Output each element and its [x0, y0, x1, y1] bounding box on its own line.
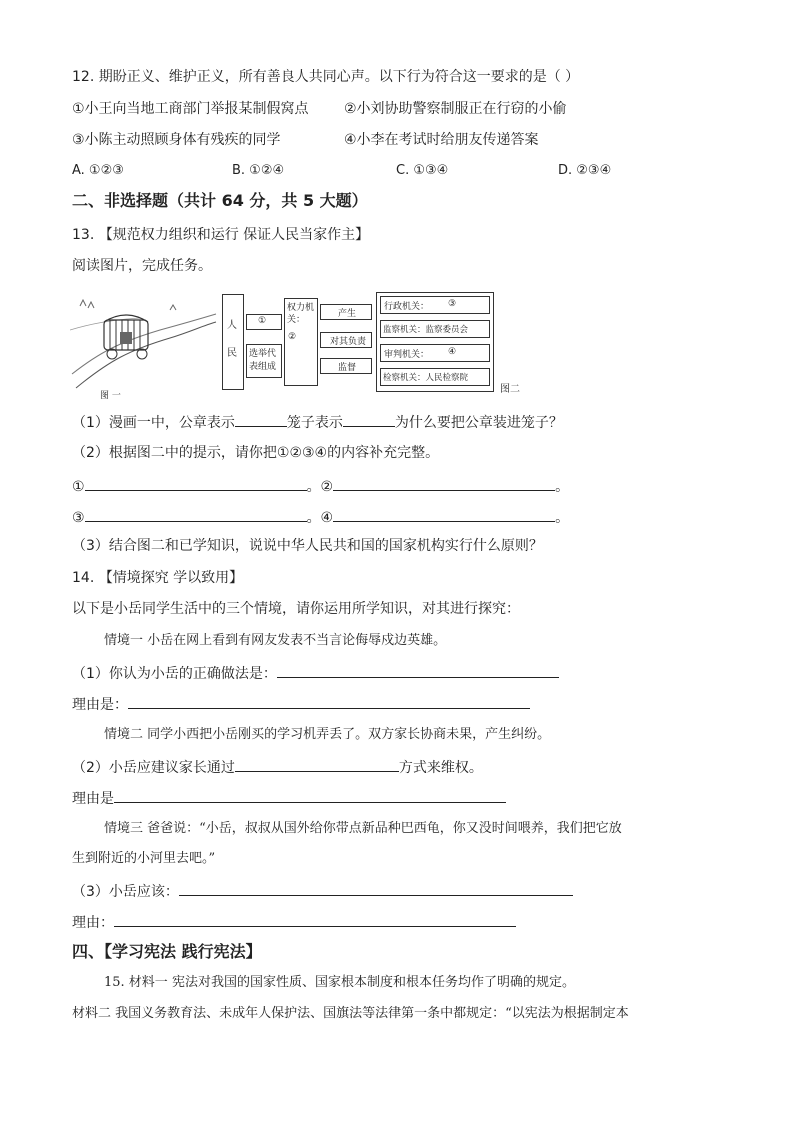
diagram-power-organ-label: 权力机关： [287, 303, 315, 325]
q14-part-1-label: （1）你认为小岳的正确做法是： [72, 666, 277, 682]
q14-scenario-2: 情境二 同学小西把小岳刚买的学习机弄丢了。双方家长协商未果，产生纠纷。 [104, 727, 551, 742]
q13-part-1-b: 笼子表示 [286, 415, 343, 431]
q12-option-4: ④小李在考试时给朋友传递答案 [344, 132, 539, 148]
q12-choice-d: D. ②③④ [558, 163, 612, 178]
q13-mark-2: 。② [306, 479, 334, 495]
q13-answer-2[interactable] [333, 476, 555, 491]
q14-reason-1-label: 理由是： [72, 697, 128, 713]
section-2-title: 二、非选择题（共计 64 分，共 5 大题） [72, 191, 368, 210]
q13-mark-3: ③ [72, 510, 85, 526]
q13-answer-row-2 [72, 507, 569, 527]
diagram-blank3: ③ [448, 299, 457, 309]
q14-part-1 [72, 663, 559, 683]
q13-period-1: 。 [555, 479, 570, 495]
q14-scenario-1: 情境一 小岳在网上看到有网友发表不当言论侮辱戍边英雄。 [104, 633, 447, 648]
q14-answer-2[interactable] [235, 757, 399, 772]
q14-part-2-b: 方式来维权。 [398, 760, 483, 776]
q13-mark-4: 。④ [306, 510, 334, 526]
q14-scenario-3-line-1: 情境三 爸爸说：“小岳，叔叔从国外给你带点新品种巴西龟，你又没时间喂养，我们把它放 [104, 821, 622, 836]
q12-choice-c: C. ①③④ [396, 163, 449, 178]
q14-part-2 [72, 757, 483, 777]
q14-answer-1[interactable] [277, 663, 559, 678]
q13-answer-1[interactable] [85, 476, 307, 491]
diagram-responsible-label: 对其负责 [330, 337, 367, 347]
q14-reason-1-answer[interactable] [128, 694, 530, 709]
q12-choice-a: A. ①②③ [72, 163, 124, 178]
q13-intro: 阅读图片，完成任务。 [72, 258, 212, 274]
section-4-title: 四、【学习宪法 践行宪法】 [72, 942, 262, 961]
q14-reason-3 [72, 912, 516, 932]
q13-part-1-a: （1）漫画一中，公章表示 [72, 415, 235, 431]
q13-answer-cage[interactable] [343, 412, 395, 427]
q14-reason-3-label: 理由： [72, 915, 114, 931]
q14-reason-2-label: 理由是 [72, 791, 114, 807]
q12-option-3: ③小陈主动照顾身体有残疾的同学 [72, 132, 281, 148]
q13-heading: 13. 【规范权力组织和运行 保证人民当家作主】 [72, 227, 370, 243]
figure-1-cartoon [70, 290, 220, 390]
q13-mark-1: ① [72, 479, 85, 495]
q13-answer-seal[interactable] [235, 412, 287, 427]
q13-part-1 [72, 412, 563, 432]
q12-option-1: ①小王向当地工商部门举报某制假窝点 [72, 101, 309, 117]
q14-part-2-a: （2）小岳应建议家长通过 [72, 760, 235, 776]
q14-intro: 以下是小岳同学生活中的三个情境，请你运用所学知识，对其进行探究： [72, 601, 520, 617]
diagram-judicial-label: 审判机关： [384, 350, 430, 360]
figure-2-diagram [222, 292, 497, 394]
q14-answer-3[interactable] [179, 881, 573, 896]
diagram-people-label: 人民 [227, 320, 237, 359]
q13-part-2: （2）根据图二中的提示，请你把①②③④的内容补充完整。 [72, 445, 440, 461]
diagram-procuratorate-label: 检察机关：人民检察院 [383, 373, 469, 383]
figure-1-caption: 图 一 [100, 391, 121, 401]
q13-answer-row-1 [72, 476, 569, 496]
q13-answer-4[interactable] [333, 507, 555, 522]
q14-reason-2 [72, 788, 506, 808]
q14-part-3 [72, 881, 573, 901]
q14-heading: 14. 【情境探究 学以致用】 [72, 570, 244, 586]
q14-reason-1 [72, 694, 530, 714]
diagram-elect-label: 选举代表组成 [249, 349, 277, 372]
diagram-blank4: ④ [448, 347, 457, 357]
diagram-blank2: ② [288, 332, 297, 342]
q13-period-2: 。 [555, 510, 570, 526]
figure-2-caption: 图二 [500, 384, 520, 395]
q13-part-1-c: 为什么要把公章装进笼子？ [394, 415, 563, 431]
q15-material-2: 材料二 我国义务教育法、未成年人保护法、国旗法等法律第一条中都规定：“以宪法为根据制定本 [72, 1006, 629, 1021]
q15-material-1: 15. 材料一 宪法对我国的国家性质、国家根本制度和根本任务均作了明确的规定。 [104, 975, 575, 990]
diagram-admin-label: 行政机关： [384, 302, 430, 312]
q14-reason-3-answer[interactable] [114, 912, 516, 927]
diagram-blank1: ① [258, 316, 267, 326]
q13-answer-3[interactable] [85, 507, 307, 522]
q13-part-3: （3）结合图二和已学知识，说说中华人民共和国的国家机构实行什么原则？ [72, 538, 543, 554]
q12-option-2: ②小刘协助警察制服正在行窃的小偷 [344, 101, 567, 117]
q14-part-3-label: （3）小岳应该： [72, 884, 179, 900]
q14-reason-2-answer[interactable] [114, 788, 506, 803]
diagram-produce-label: 产生 [338, 309, 357, 319]
diagram-supervisory-label: 监察机关：监察委员会 [383, 325, 469, 335]
q14-scenario-3-line-2: 生到附近的小河里去吧。” [72, 851, 216, 866]
q12-choice-b: B. ①②④ [232, 163, 285, 178]
diagram-supervise-label: 监督 [338, 363, 357, 373]
q12-stem: 12. 期盼正义、维护正义，所有善良人共同心声。以下行为符合这一要求的是（ ） [72, 69, 580, 85]
